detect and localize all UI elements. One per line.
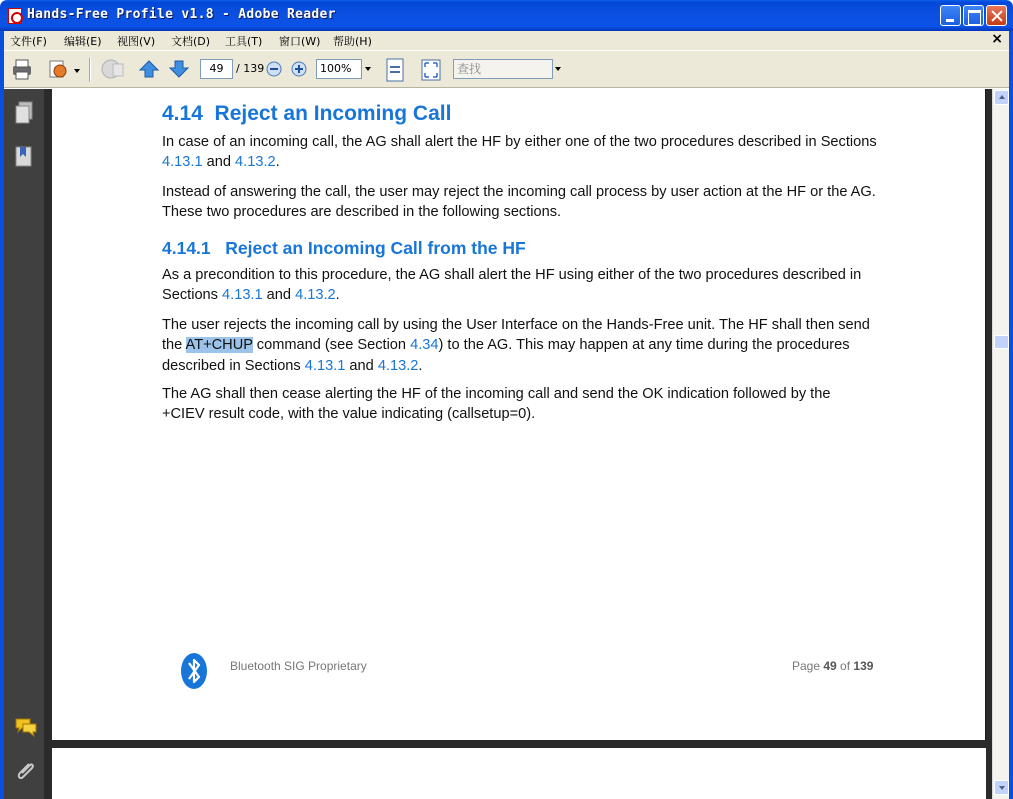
previous-page-icon[interactable]: [138, 58, 160, 80]
footer-page-current: 49: [823, 659, 837, 673]
zoom-dropdown-arrow[interactable]: [365, 67, 371, 71]
minimize-button[interactable]: [940, 5, 961, 26]
title-bar: [0, 0, 1013, 31]
share-email-icon[interactable]: [46, 57, 70, 81]
menu-window[interactable]: 窗口(W): [279, 35, 321, 48]
paragraph-text: command (see Section: [252, 337, 411, 354]
subsection-number: 4.14.1: [162, 238, 211, 258]
menu-document[interactable]: 文档(D): [171, 35, 211, 48]
footer-page-label: Page: [792, 659, 824, 673]
vertical-scrollbar[interactable]: [992, 89, 1009, 799]
footer-proprietary: Bluetooth SIG Proprietary: [230, 659, 367, 673]
paragraph-text: and: [262, 287, 296, 304]
find-dropdown-arrow[interactable]: [555, 67, 561, 71]
menu-edit[interactable]: 编辑(E): [64, 35, 102, 48]
adobe-reader-icon: [8, 8, 22, 24]
window-frame-right: [1009, 31, 1013, 799]
subsection-title: Reject an Incoming Call from the HF: [225, 238, 526, 258]
window-title: Hands-Free Profile v1.8 - Adobe Reader: [27, 7, 336, 22]
paragraph-2: Instead of answering the call, the user may reject the incoming call process by user action at the HF or the AG. These two procedures are described in the following sections.: [162, 184, 876, 221]
link-4-13-2[interactable]: 4.13.2: [235, 154, 276, 171]
page-total-label: / 139: [236, 62, 265, 75]
menu-help[interactable]: 帮助(H): [333, 35, 372, 48]
paragraph-text: .: [418, 357, 423, 374]
zoom-out-icon[interactable]: [266, 61, 282, 77]
fit-page-icon[interactable]: [384, 57, 406, 83]
paragraph-5: The AG shall then cease alerting the HF of the incoming call and send the OK indication followed by the +CIEV result code, with the value indicating (callsetup=0).: [162, 386, 831, 423]
close-document-icon[interactable]: ×: [991, 31, 1003, 47]
link-4-13-2[interactable]: 4.13.2: [295, 287, 336, 304]
menu-view[interactable]: 视图(V): [117, 35, 156, 48]
toolbar-separator: [89, 58, 91, 82]
paragraph-4: [162, 315, 877, 376]
footer-page-total: 139: [853, 659, 874, 673]
section-number: 4.14: [162, 102, 203, 125]
highlighted-text[interactable]: AT+CHUP: [185, 337, 253, 354]
next-pdf-page: [52, 748, 986, 799]
paragraph-3: [162, 265, 877, 306]
menu-tools[interactable]: 工具(T): [225, 35, 263, 48]
link-4-13-1[interactable]: 4.13.1: [304, 357, 346, 374]
paragraph-text: .: [275, 154, 280, 171]
bookmarks-panel-icon[interactable]: [14, 145, 34, 169]
menu-file[interactable]: 文件(F): [10, 35, 47, 48]
close-button[interactable]: [986, 5, 1007, 26]
scroll-up-button[interactable]: [994, 90, 1009, 105]
footer-page-number: [792, 659, 873, 673]
next-page-icon[interactable]: [168, 58, 190, 80]
section-title: Reject an Incoming Call: [214, 102, 452, 125]
scroll-down-button[interactable]: [994, 780, 1009, 795]
find-input[interactable]: 查找: [453, 59, 553, 79]
navigation-pane: [4, 89, 44, 799]
subsection-heading: [162, 238, 526, 259]
share-dropdown-arrow[interactable]: [74, 69, 80, 73]
link-4-13-1[interactable]: 4.13.1: [222, 287, 263, 304]
zoom-level-input[interactable]: 100%: [316, 59, 362, 79]
paragraph-text: As a precondition to this procedure, the AG shall alert the HF using either of the two procedures described in Sections: [162, 267, 862, 304]
paragraph-text: The user rejects the incoming call by using the User Interface on the Hands-Free unit. The HF shall then send the: [162, 317, 870, 354]
bluetooth-logo-icon: [180, 652, 210, 690]
document-view[interactable]: [44, 89, 992, 799]
toolbar: [4, 50, 1009, 88]
pdf-page: [52, 89, 986, 740]
menu-bar: [4, 31, 1009, 50]
print-icon[interactable]: [10, 57, 34, 81]
paragraph-text: .: [335, 287, 340, 304]
zoom-in-icon[interactable]: [291, 61, 307, 77]
scrollbar-thumb[interactable]: [994, 335, 1009, 349]
link-4-34[interactable]: 4.34: [410, 337, 439, 354]
full-screen-icon[interactable]: [420, 57, 442, 83]
comments-panel-icon[interactable]: [14, 716, 38, 738]
paragraph-text: In case of an incoming call, the AG shall alert the HF by either one of the two procedures described in Sections: [162, 134, 877, 150]
select-hand-icon[interactable]: [99, 56, 127, 82]
link-4-13-1[interactable]: 4.13.1: [162, 154, 203, 171]
section-heading: [162, 102, 451, 126]
footer-of: of: [836, 659, 854, 673]
page-number-input[interactable]: 49: [200, 59, 233, 79]
paragraph-text: and: [345, 357, 378, 374]
link-4-13-2[interactable]: 4.13.2: [377, 357, 419, 374]
pages-panel-icon[interactable]: [14, 101, 34, 125]
paragraph-1: [162, 132, 877, 173]
paragraph-text: ) to the AG. This may happen at any time during the procedures described in Sections: [162, 337, 850, 374]
attachments-panel-icon[interactable]: [14, 759, 36, 783]
paragraph-text: and: [202, 154, 236, 171]
maximize-button[interactable]: [963, 5, 984, 26]
